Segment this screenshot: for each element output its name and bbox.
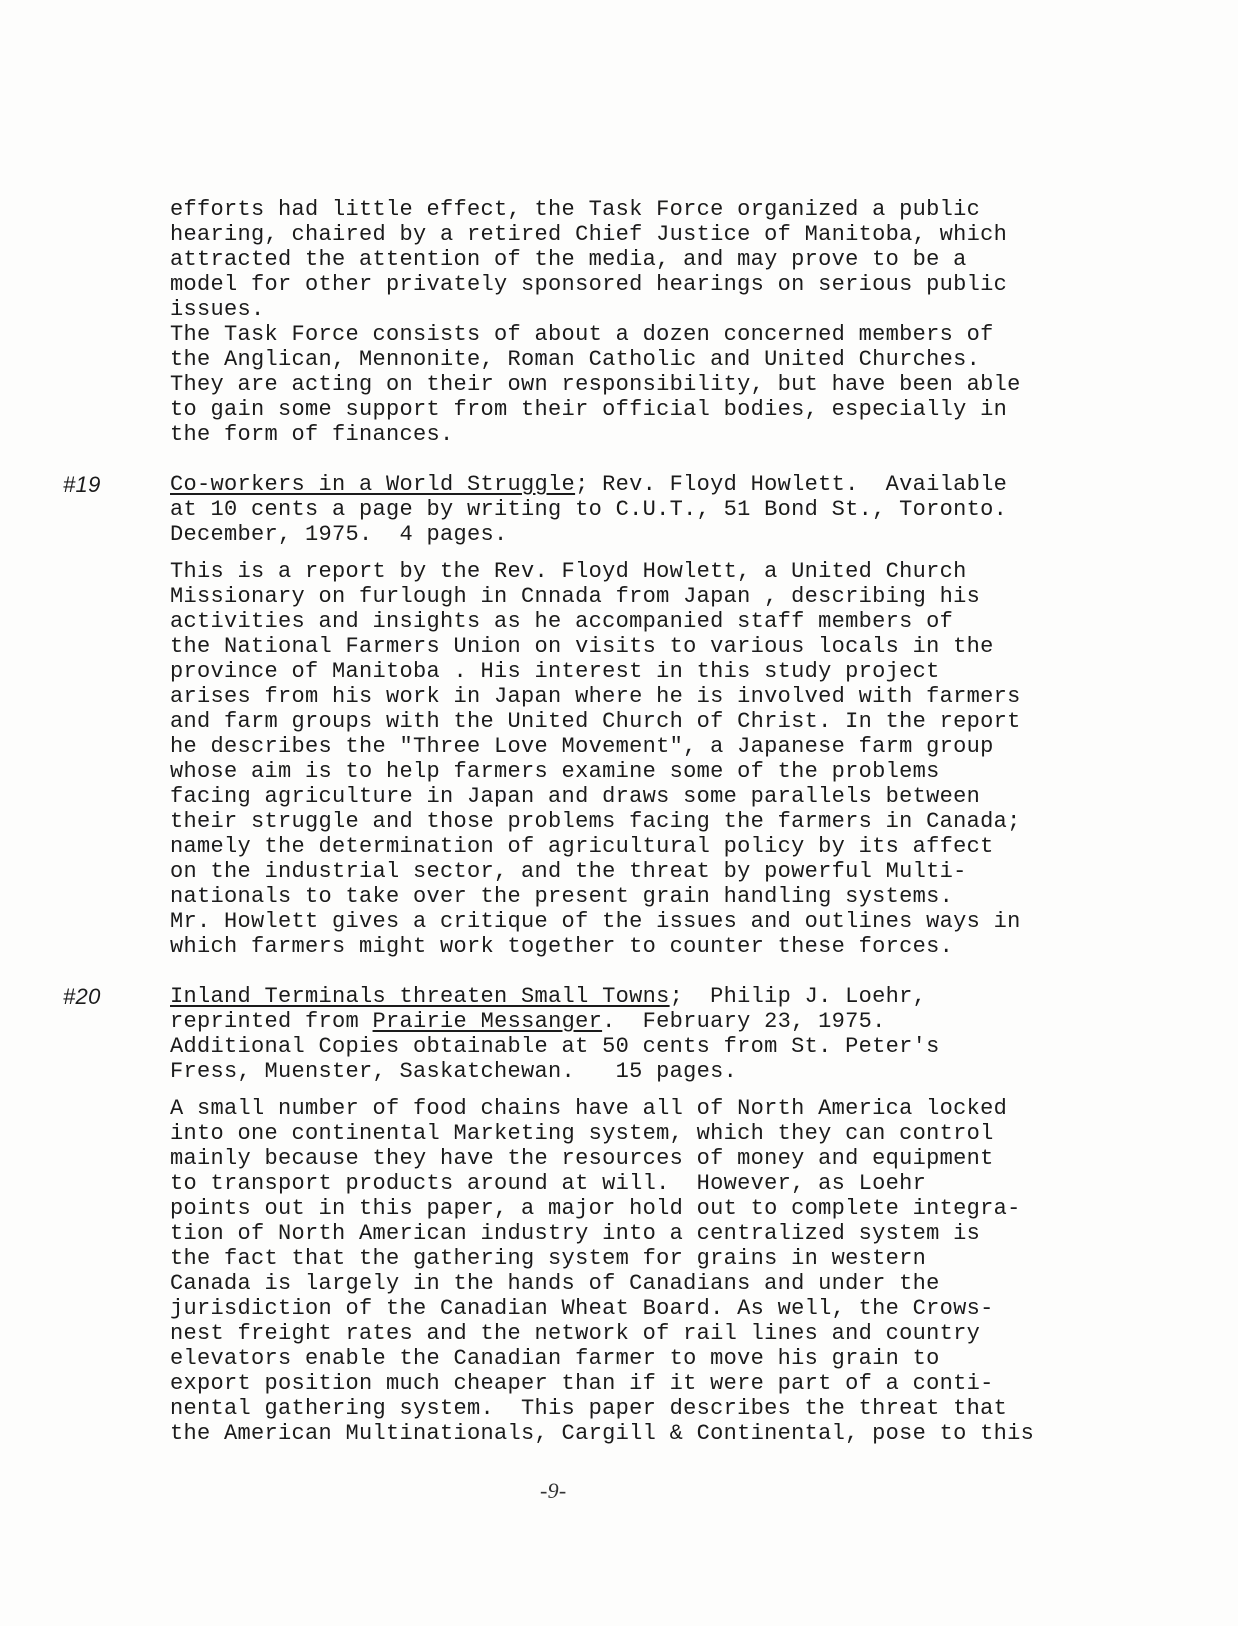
body-line: activities and insights as he accompanied staff members of xyxy=(170,609,954,634)
body-line: to transport products around at will. However, as Loehr xyxy=(170,1171,927,1196)
body-line: Mr. Howlett gives a critique of the issues and outlines ways in xyxy=(170,909,1021,934)
body-line: province of Manitoba . His interest in this study project xyxy=(170,659,940,684)
body-line: nest freight rates and the network of rail lines and country xyxy=(170,1321,981,1346)
source-title: Prairie Messanger xyxy=(372,1009,603,1034)
entry-citation xyxy=(170,984,926,1009)
intro-line: the Anglican, Mennonite, Roman Catholic and United Churches. xyxy=(170,347,981,372)
body-line: which farmers might work together to counter these forces. xyxy=(170,934,954,959)
entry-title: Inland Terminals threaten Small Towns xyxy=(170,984,670,1009)
body-line: into one continental Marketing system, which they can control xyxy=(170,1121,994,1146)
body-line: arises from his work in Japan where he is involved with farmers xyxy=(170,684,1021,709)
intro-line: model for other privately sponsored hearings on serious public xyxy=(170,272,1008,297)
entry-title: Co-workers in a World Struggle xyxy=(170,472,576,497)
body-line: Canada is largely in the hands of Canadians and under the xyxy=(170,1271,940,1296)
body-line: mainly because they have the resources of money and equipment xyxy=(170,1146,994,1171)
body-line: the fact that the gathering system for grains in western xyxy=(170,1246,927,1271)
citation-line: at 10 cents a page by writing to C.U.T., 51 Bond St., Toronto. xyxy=(170,497,1008,522)
intro-line: efforts had little effect, the Task Force organized a public xyxy=(170,197,981,222)
citation-line: Additional Copies obtainable at 50 cents from St. Peter's xyxy=(170,1034,940,1059)
body-line: A small number of food chains have all of North America locked xyxy=(170,1096,1008,1121)
body-line: jurisdiction of the Canadian Wheat Board. As well, the Crows- xyxy=(170,1296,994,1321)
body-line: elevators enable the Canadian farmer to move his grain to xyxy=(170,1346,940,1371)
body-line: their struggle and those problems facing the farmers in Canada; xyxy=(170,809,1021,834)
entry-number: #19 xyxy=(63,472,101,497)
citation-text: ; Philip J. Loehr, xyxy=(669,984,927,1009)
body-line: Missionary on furlough in Cnnada from Japan , describing his xyxy=(170,584,981,609)
intro-line: the form of finances. xyxy=(170,422,454,447)
intro-line: to gain some support from their official bodies, especially in xyxy=(170,397,1008,422)
intro-line: attracted the attention of the media, and may prove to be a xyxy=(170,247,967,272)
citation-text: reprinted from xyxy=(170,1009,373,1034)
body-line: nental gathering system. This paper describes the threat that xyxy=(170,1396,1008,1421)
body-line: and farm groups with the United Church of Christ. In the report xyxy=(170,709,1021,734)
body-line: namely the determination of agricultural policy by its affect xyxy=(170,834,994,859)
intro-line: They are acting on their own responsibility, but have been able xyxy=(170,372,1021,397)
citation-text: ; Rev. Floyd Howlett. Available xyxy=(575,472,1008,497)
body-line: he describes the "Three Love Movement", a Japanese farm group xyxy=(170,734,994,759)
body-line: on the industrial sector, and the threat by powerful Multi- xyxy=(170,859,967,884)
intro-line: issues. xyxy=(170,297,265,322)
body-line: This is a report by the Rev. Floyd Howlett, a United Church xyxy=(170,559,967,584)
body-line: the National Farmers Union on visits to various locals in the xyxy=(170,634,994,659)
body-line: export position much cheaper than if it were part of a conti- xyxy=(170,1371,994,1396)
citation-line: December, 1975. 4 pages. xyxy=(170,522,508,547)
body-line: whose aim is to help farmers examine some of the problems xyxy=(170,759,940,784)
intro-line: The Task Force consists of about a dozen concerned members of xyxy=(170,322,994,347)
entry-number: #20 xyxy=(63,984,101,1009)
body-line: nationals to take over the present grain handling systems. xyxy=(170,884,954,909)
body-line: the American Multinationals, Cargill & Continental, pose to this xyxy=(170,1421,1035,1446)
intro-line: hearing, chaired by a retired Chief Justice of Manitoba, which xyxy=(170,222,1008,247)
body-line: tion of North American industry into a centralized system is xyxy=(170,1221,981,1246)
body-line: points out in this paper, a major hold out to complete integra- xyxy=(170,1196,1021,1221)
citation-line: Fress, Muenster, Saskatchewan. 15 pages. xyxy=(170,1059,738,1084)
body-line: facing agriculture in Japan and draws some parallels between xyxy=(170,784,981,809)
citation-line xyxy=(170,1009,886,1034)
page-number: -9- xyxy=(540,1478,567,1503)
entry-citation xyxy=(170,472,1007,497)
citation-text: . February 23, 1975. xyxy=(602,1009,886,1034)
